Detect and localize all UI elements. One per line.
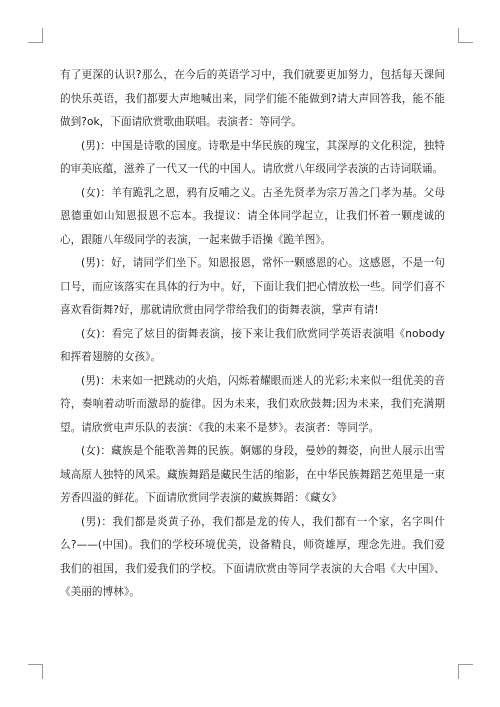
paragraph-4: (男)：好，请同学们坐下。知恩报恩，常怀一颗感恩的心。这感恩，不是一句口号，而应该落实在具体的行为中。好，下面让我们把心情放松一些。同学们喜不喜欢看街舞?好，那就请欣赏由同学带给我们的街舞表演，掌声有请! xyxy=(60,257,445,316)
paragraph-5: (女)：看完了炫目的街舞表演，接下来让我们欣赏同学英语表演唱《nobody和挥着翅膀的女孩》。 xyxy=(60,327,445,363)
corner-mark-top-left xyxy=(28,28,43,43)
paragraph-1: 有了更深的认识?那么，在今后的英语学习中，我们就要更加努力，包括每天课间的快乐英语，我们都要大声地喊出来，同学们能不能做到?请大声回答我，能不能做到?ok，下面请欣赏歌曲联唱。表演者：等同学。 xyxy=(60,69,445,128)
corner-mark-top-right xyxy=(458,28,473,43)
paragraph-3: (女)：羊有跪乳之恩，鸦有反哺之义。古圣先贤孝为宗万善之门孝为基。父母恩德重如山知恩报恩不忘本。我提议：请全体同学起立，让我们怀着一颗虔诚的心，跟随八年级同学的表演，一起来做手语操《跪羊图》。 xyxy=(60,186,445,246)
paragraph-8: (男)：我们都是炎黄子孙，我们都是龙的传人，我们都有一个家，名字叫什么?——(中国)。我们的学校环境优美，设备精良，师资雄厚，理念先进。我们爱我们的祖国，我们爱我们的学校。下面请欣赏由等同学表演的大合唱《大中国》、《美丽的博林》。 xyxy=(60,515,445,598)
corner-mark-bottom-right xyxy=(458,664,473,679)
corner-mark-bottom-left xyxy=(28,664,43,679)
paragraph-6: (男)：未来如一把跳动的火焰，闪烁着耀眼而迷人的光彩;未来似一组优美的音符，奏响着动听而激昂的旋律。因为未来，我们欢欣鼓舞;因为未来，我们充满期望。请欣赏电声乐队的表演：《我的未来不是梦》。表演者：等同学。 xyxy=(60,374,445,434)
paragraph-7: (女)：藏族是个能歌善舞的民族。婀娜的身段，曼妙的舞姿，向世人展示出雪域高原人独特的风采。藏族舞蹈是藏民生活的缩影，在中华民族舞蹈艺苑里是一束芳香四溢的鲜花。下面请欣赏同学表演的藏族舞蹈：《藏女》 xyxy=(60,445,445,504)
document-body xyxy=(60,64,445,605)
paragraph-2: (男)：中国是诗歌的国度。诗歌是中华民族的瑰宝，其深厚的文化积淀，独特的审美底蕴，滋养了一代又一代的中国人。请欣赏八年级同学表演的古诗词联诵。 xyxy=(60,139,445,175)
